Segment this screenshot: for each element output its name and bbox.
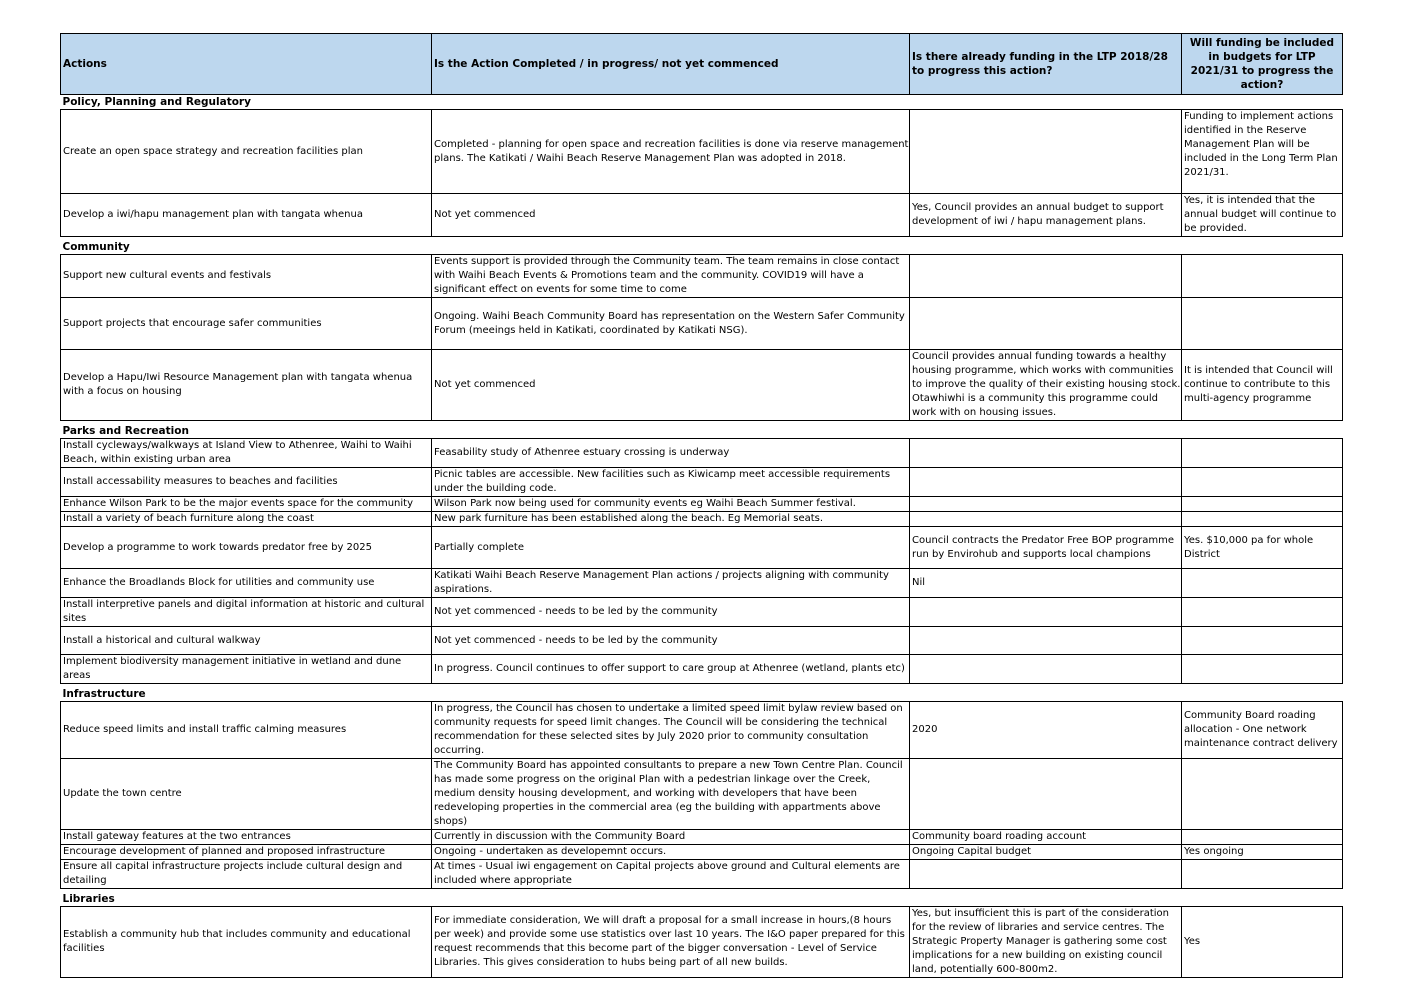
status-cell: The Community Board has appointed consultants to prepare a new Town Centre Plan. Council has made some progress on the original Plan with a pedestrian linkage over the Creek, medium density housing development, and working with developers that have been redeveloping properties in the commercial area (eg the building with appartments above shops)	[432, 759, 910, 830]
section-title: Libraries	[62, 893, 115, 905]
funding-ltp-2021-cell	[1182, 497, 1343, 512]
action-cell: Develop a iwi/hapu management plan with tangata whenua	[61, 194, 432, 237]
table-row	[61, 468, 1343, 497]
funding-ltp-2021-cell	[1182, 255, 1343, 298]
status-cell: Not yet commenced	[432, 350, 910, 421]
header-funding-ltp-2021: Will funding be included in budgets for LTP 2021/31 to progress the action?	[1182, 34, 1343, 95]
funding-ltp-2018-cell	[910, 497, 1182, 512]
funding-ltp-2018-cell	[910, 512, 1182, 527]
funding-ltp-2018-cell	[910, 598, 1182, 627]
section-title: Infrastructure	[62, 688, 146, 700]
funding-ltp-2018-cell: Community board roading account	[910, 830, 1182, 845]
funding-ltp-2021-cell: Funding to implement actions identified in the Reserve Management Plan will be included in the Long Term Plan 2021/31.	[1182, 110, 1343, 194]
section-header-row	[61, 95, 1343, 110]
status-cell: In progress. Council continues to offer support to care group at Athenree (wetland, plants etc)	[432, 655, 910, 684]
action-cell: Install interpretive panels and digital information at historic and cultural sites	[61, 598, 432, 627]
status-cell: Feasability study of Athenree estuary crossing is underway	[432, 439, 910, 468]
action-cell: Support new cultural events and festivals	[61, 255, 432, 298]
table-row	[61, 512, 1343, 527]
funding-ltp-2021-cell	[1182, 627, 1343, 655]
funding-ltp-2018-cell	[910, 860, 1182, 889]
section-header-row	[61, 892, 1343, 907]
action-cell: Enhance Wilson Park to be the major events space for the community	[61, 497, 432, 512]
funding-ltp-2021-cell: Yes. $10,000 pa for whole District	[1182, 527, 1343, 569]
header-funding-ltp-2018: Is there already funding in the LTP 2018/28 to progress this action?	[910, 34, 1182, 95]
header-actions: Actions	[61, 34, 432, 95]
funding-ltp-2018-cell	[910, 468, 1182, 497]
action-cell: Install a variety of beach furniture along the coast	[61, 512, 432, 527]
funding-ltp-2018-cell	[910, 627, 1182, 655]
status-cell: Completed - planning for open space and recreation facilities is done via reserve management plans. The Katikati / Waihi Beach Reserve Management Plan was adopted in 2018.	[432, 110, 910, 194]
status-cell: In progress, the Council has chosen to undertake a limited speed limit bylaw review based on community requests for speed limit changes. The Council will be considering the technical recommendation for these selected sites by July 2020 prior to community consultation occurring.	[432, 702, 910, 759]
funding-ltp-2021-cell: Yes ongoing	[1182, 845, 1343, 860]
actions-table	[60, 33, 1343, 978]
funding-ltp-2021-cell: Community Board roading allocation - One network maintenance contract delivery	[1182, 702, 1343, 759]
funding-ltp-2021-cell	[1182, 439, 1343, 468]
funding-ltp-2018-cell: Yes, Council provides an annual budget to support development of iwi / hapu management plans.	[910, 194, 1182, 237]
table-row	[61, 598, 1343, 627]
funding-ltp-2018-cell: Council contracts the Predator Free BOP programme run by Envirohub and supports local champions	[910, 527, 1182, 569]
status-cell: At times - Usual iwi engagement on Capital projects above ground and Cultural elements are included where appropriate	[432, 860, 910, 889]
funding-ltp-2021-cell: It is intended that Council will continue to contribute to this multi-agency programme	[1182, 350, 1343, 421]
status-cell: Wilson Park now being used for community events eg Waihi Beach Summer festival.	[432, 497, 910, 512]
status-cell: Not yet commenced	[432, 194, 910, 237]
funding-ltp-2018-cell	[910, 255, 1182, 298]
section-title: Policy, Planning and Regulatory	[62, 96, 251, 108]
action-cell: Support projects that encourage safer communities	[61, 298, 432, 350]
action-cell: Establish a community hub that includes community and educational facilities	[61, 907, 432, 978]
table-row	[61, 350, 1343, 421]
status-cell: New park furniture has been established along the beach. Eg Memorial seats.	[432, 512, 910, 527]
action-cell: Install accessability measures to beaches and facilities	[61, 468, 432, 497]
funding-ltp-2018-cell: 2020	[910, 702, 1182, 759]
action-cell: Update the town centre	[61, 759, 432, 830]
table-row	[61, 759, 1343, 830]
action-cell: Install a historical and cultural walkway	[61, 627, 432, 655]
table-row	[61, 702, 1343, 759]
table-row	[61, 439, 1343, 468]
section-title: Community	[62, 241, 130, 253]
section-header-row	[61, 424, 1343, 439]
funding-ltp-2021-cell	[1182, 830, 1343, 845]
funding-ltp-2018-cell: Ongoing Capital budget	[910, 845, 1182, 860]
table-row	[61, 110, 1343, 194]
funding-ltp-2021-cell: Yes	[1182, 907, 1343, 978]
status-cell: Not yet commenced - needs to be led by the community	[432, 627, 910, 655]
section-header-row	[61, 687, 1343, 702]
section-title: Parks and Recreation	[62, 425, 189, 437]
table-row	[61, 298, 1343, 350]
funding-ltp-2018-cell	[910, 759, 1182, 830]
status-cell: Events support is provided through the Community team. The team remains in close contact with Waihi Beach Events & Promotions team and the community. COVID19 will have a significant effect on events for some time to come	[432, 255, 910, 298]
status-cell: Picnic tables are accessible. New facilities such as Kiwicamp meet accessible requirements under the building code.	[432, 468, 910, 497]
funding-ltp-2018-cell	[910, 655, 1182, 684]
funding-ltp-2018-cell	[910, 298, 1182, 350]
action-cell: Reduce speed limits and install traffic calming measures	[61, 702, 432, 759]
status-cell: Ongoing. Waihi Beach Community Board has representation on the Western Safer Community Forum (meeings held in Katikati, coordinated by Katikati NSG).	[432, 298, 910, 350]
funding-ltp-2018-cell	[910, 110, 1182, 194]
table-row	[61, 860, 1343, 889]
action-cell: Develop a programme to work towards predator free by 2025	[61, 527, 432, 569]
table-row	[61, 255, 1343, 298]
funding-ltp-2018-cell: Yes, but insufficient this is part of the consideration for the review of libraries and service centres. The Strategic Property Manager is gathering some cost implications for a new building on existing council land, potentially 600-800m2.	[910, 907, 1182, 978]
funding-ltp-2021-cell	[1182, 655, 1343, 684]
action-cell: Enhance the Broadlands Block for utilities and community use	[61, 569, 432, 598]
status-cell: For immediate consideration, We will draft a proposal for a small increase in hours,(8 hours per week) and provide some use statistics over last 10 years. The I&O paper prepared for this request recommends that this become part of the bigger conversation - Level of Service Libraries. This gives consideration to hubs being part of all new builds.	[432, 907, 910, 978]
funding-ltp-2021-cell	[1182, 569, 1343, 598]
funding-ltp-2018-cell	[910, 439, 1182, 468]
header-status: Is the Action Completed / in progress/ not yet commenced	[432, 34, 910, 95]
status-cell: Partially complete	[432, 527, 910, 569]
table-row	[61, 845, 1343, 860]
funding-ltp-2018-cell: Council provides annual funding towards a healthy housing programme, which works with communities to improve the quality of their existing housing stock. Otawhiwhi is a community this programme could work with on housing issues.	[910, 350, 1182, 421]
action-cell: Install cycleways/walkways at Island View to Athenree, Waihi to Waihi Beach, within existing urban area	[61, 439, 432, 468]
status-cell: Ongoing - undertaken as developemnt occurs.	[432, 845, 910, 860]
funding-ltp-2021-cell	[1182, 598, 1343, 627]
action-cell: Implement biodiversity management initiative in wetland and dune areas	[61, 655, 432, 684]
funding-ltp-2021-cell: Yes, it is intended that the annual budget will continue to be provided.	[1182, 194, 1343, 237]
table-row	[61, 907, 1343, 978]
funding-ltp-2021-cell	[1182, 512, 1343, 527]
table-row	[61, 497, 1343, 512]
funding-ltp-2021-cell	[1182, 860, 1343, 889]
table-body	[61, 95, 1343, 978]
table-row	[61, 569, 1343, 598]
table-row	[61, 627, 1343, 655]
action-cell: Create an open space strategy and recreation facilities plan	[61, 110, 432, 194]
table-row	[61, 655, 1343, 684]
section-header-row	[61, 240, 1343, 255]
table-row	[61, 527, 1343, 569]
header-row	[61, 34, 1343, 95]
funding-ltp-2018-cell: Nil	[910, 569, 1182, 598]
table-row	[61, 830, 1343, 845]
action-cell: Develop a Hapu/Iwi Resource Management plan with tangata whenua with a focus on housing	[61, 350, 432, 421]
action-cell: Ensure all capital infrastructure projects include cultural design and detailing	[61, 860, 432, 889]
status-cell: Katikati Waihi Beach Reserve Management Plan actions / projects aligning with community aspirations.	[432, 569, 910, 598]
action-cell: Encourage development of planned and proposed infrastructure	[61, 845, 432, 860]
status-cell: Currently in discussion with the Community Board	[432, 830, 910, 845]
action-cell: Install gateway features at the two entrances	[61, 830, 432, 845]
funding-ltp-2021-cell	[1182, 468, 1343, 497]
funding-ltp-2021-cell	[1182, 759, 1343, 830]
funding-ltp-2021-cell	[1182, 298, 1343, 350]
table-row	[61, 194, 1343, 237]
status-cell: Not yet commenced - needs to be led by the community	[432, 598, 910, 627]
